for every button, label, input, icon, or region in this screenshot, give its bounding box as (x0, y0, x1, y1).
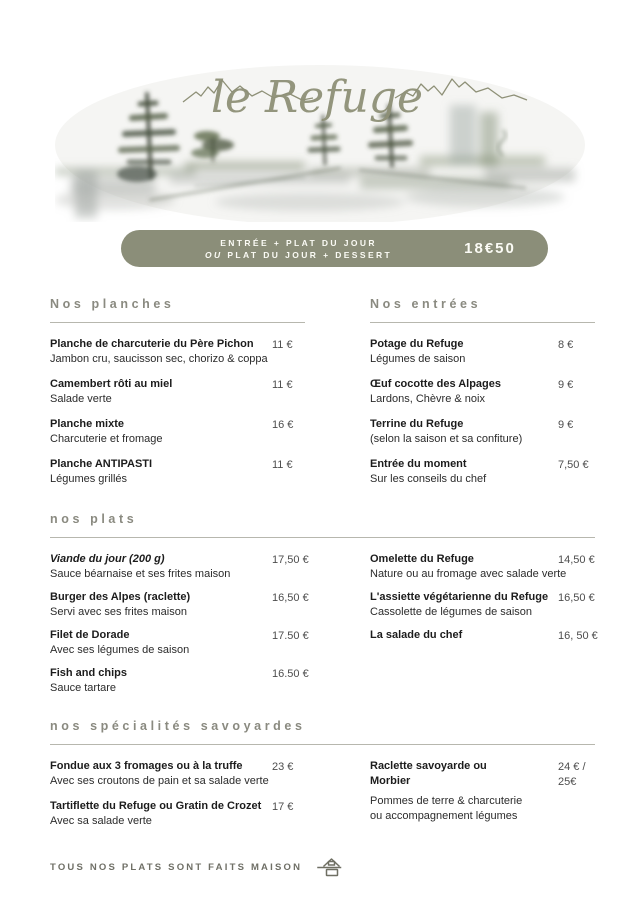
dish-price: 9 € (558, 379, 574, 391)
section-plats (50, 511, 598, 704)
dish-price: 9 € (558, 419, 574, 431)
menu-content (50, 296, 598, 879)
dish-name: Œuf cocotte des Alpages (370, 378, 502, 390)
menu-item (370, 759, 595, 824)
dish-price: 11 € (272, 379, 293, 391)
menu-item (50, 799, 305, 829)
menu-item (50, 666, 309, 696)
section-title-planches: Nos planches (50, 297, 175, 311)
section-title-plats: nos plats (50, 512, 138, 526)
dish-description: Sur les conseils du chef (370, 473, 487, 485)
dish-price: 14,50 € (558, 554, 595, 566)
menu-item (50, 377, 305, 407)
dish-price-line2: 25€ (558, 776, 577, 788)
dish-name: Fish and chips (50, 667, 128, 679)
menu-item (50, 628, 309, 658)
menu-item (50, 457, 305, 487)
dish-description: (selon la saison et sa confiture) (370, 433, 523, 445)
dish-description: Servi avec ses frites maison (50, 606, 187, 618)
divider (50, 322, 305, 323)
menu-item (370, 417, 595, 447)
dish-name: Potage du Refuge (370, 338, 464, 350)
dish-price: 16,50 € (558, 592, 595, 604)
menu-item (50, 590, 309, 620)
dish-description: Avec ses légumes de saison (50, 644, 190, 656)
dish-description: Jambon cru, saucisson sec, chorizo & coppa (50, 353, 268, 365)
dish-name: L'assiette végétarienne du Refuge (370, 591, 549, 603)
dish-description: Avec ses croutons de pain et sa salade verte (50, 775, 269, 787)
dish-price: 11 € (272, 459, 293, 471)
column-entrees (370, 296, 595, 497)
dish-name: Planche mixte (50, 418, 124, 430)
menu-item (50, 337, 305, 367)
footer (50, 855, 595, 879)
dish-name: Viande du jour (200 g) (50, 553, 165, 565)
dish-price: 16, 50 € (558, 630, 598, 642)
dish-price: 16.50 € (272, 668, 309, 680)
dish-price: 8 € (558, 339, 574, 351)
dish-description: Avec sa salade verte (50, 815, 152, 827)
menu-item (50, 759, 305, 789)
formula-text (205, 237, 392, 261)
dish-description: Légumes de saison (370, 353, 466, 365)
menu-item (370, 337, 595, 367)
dish-price: 11 € (272, 339, 293, 351)
formula-price: 18€50 (464, 240, 516, 257)
menu-item (370, 590, 595, 620)
formula-line2-rest: PLAT DU JOUR + DESSERT (227, 249, 393, 260)
dish-name: Planche de charcuterie du Père Pichon (50, 338, 254, 350)
dish-price (558, 759, 586, 824)
menu-item (370, 457, 595, 487)
menu-item (50, 552, 309, 582)
dish-description: Charcuterie et fromage (50, 433, 163, 445)
dish-description: Sauce béarnaise et ses frites maison (50, 568, 231, 580)
dish-name: Filet de Dorade (50, 629, 130, 641)
dish-price: 17,50 € (272, 554, 309, 566)
dish-description: Nature ou au fromage avec salade verte (370, 568, 567, 580)
dish-name: Entrée du moment (370, 458, 467, 470)
dish-name: Burger des Alpes (raclette) (50, 591, 191, 603)
menu-item (370, 377, 595, 407)
section-specialites (50, 718, 595, 839)
dish-price-line1: 24 € / (558, 761, 586, 773)
daily-formula-banner (121, 230, 548, 267)
dish-description: Pommes de terre & charcuterie ou accompagnement légumes (370, 795, 523, 822)
dish-name: Planche ANTIPASTI (50, 458, 153, 470)
dish-description: Légumes grillés (50, 473, 128, 485)
menu-item (50, 417, 305, 447)
dish-description: Lardons, Chèvre & noix (370, 393, 485, 405)
dish-description: Sauce tartare (50, 682, 117, 694)
dish-name: Omelette du Refuge (370, 553, 474, 565)
dish-price: 16,50 € (272, 592, 309, 604)
section-planches-entrees (50, 296, 595, 497)
dish-name: La salade du chef (370, 629, 463, 641)
dish-price: 16 € (272, 419, 294, 431)
dish-name: Raclette savoyarde ou Morbier (370, 760, 487, 787)
dish-name: Tartiflette du Refuge ou Gratin de Crozet (50, 800, 262, 812)
dish-name: Fondue aux 3 fromages ou à la truffe (50, 760, 243, 772)
section-title-specialites: nos spécialités savoyardes (50, 719, 306, 733)
section-title-entrees: Nos entrées (370, 297, 482, 311)
footer-note: TOUS NOS PLATS SONT FAITS MAISON (50, 861, 303, 873)
formula-line2 (205, 249, 392, 261)
dish-price: 17.50 € (272, 630, 309, 642)
column-planches (50, 296, 305, 497)
dish-name: Terrine du Refuge (370, 418, 464, 430)
dish-name: Camembert rôti au miel (50, 378, 173, 390)
dish-price: 23 € (272, 761, 294, 773)
menu-item (370, 628, 598, 644)
formula-line1: ENTRÉE + PLAT DU JOUR (220, 237, 377, 248)
hero-illustration (55, 50, 585, 222)
logo-script: le Refuge (210, 72, 424, 123)
divider (370, 322, 595, 323)
dish-price: 7,50 € (558, 459, 589, 471)
fait-maison-icon (316, 855, 343, 879)
menu-item (370, 552, 595, 582)
dish-description: Salade verte (50, 393, 112, 405)
dish-description: Cassolette de légumes de saison (370, 606, 533, 618)
dish-price: 17 € (272, 801, 294, 813)
formula-ou: OU (205, 249, 223, 260)
